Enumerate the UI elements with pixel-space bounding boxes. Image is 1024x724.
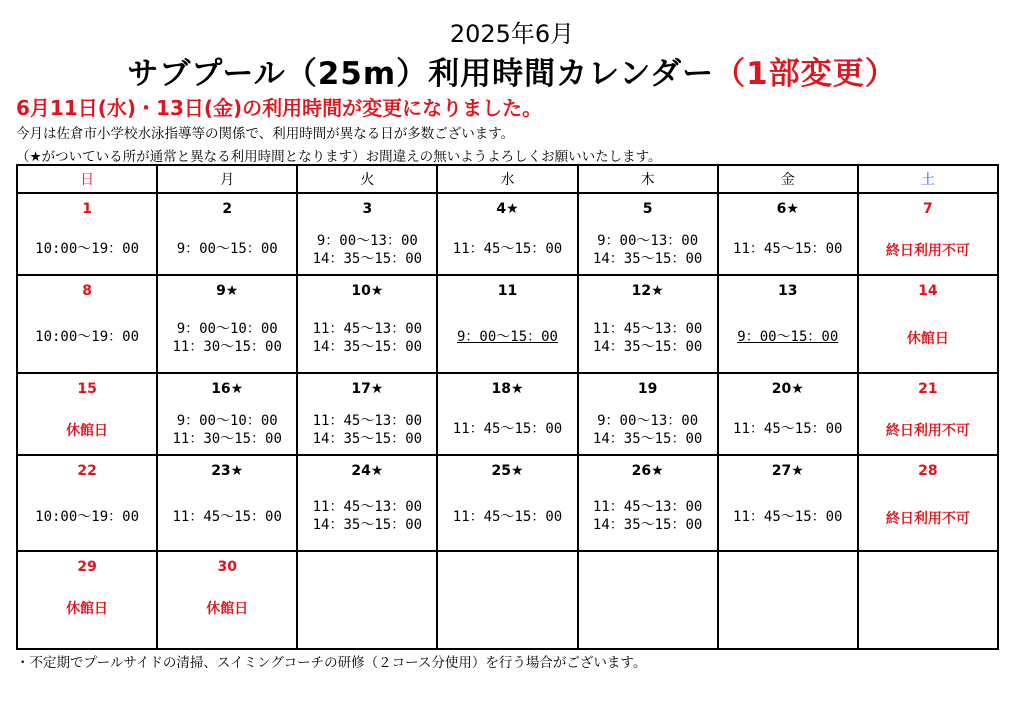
time-slot: 14：35～15：00 xyxy=(592,251,703,267)
day-cell xyxy=(718,275,858,373)
closed-status: 休館日 xyxy=(66,423,109,439)
day-number: 1 xyxy=(82,201,92,217)
day-number: 19 xyxy=(637,381,658,397)
title-change-note: （1部変更） xyxy=(714,56,897,92)
day-cell xyxy=(578,373,718,455)
day-number: 3 xyxy=(362,201,373,217)
time-slots xyxy=(438,420,576,438)
day-number: 25★ xyxy=(491,463,524,479)
time-slots xyxy=(158,320,296,356)
time-slot: 11：45～15：00 xyxy=(452,509,563,525)
week-row xyxy=(17,193,998,275)
day-cell xyxy=(437,373,577,455)
time-slot: 14：35～15：00 xyxy=(312,431,423,447)
weekday-wed: 水 xyxy=(437,165,577,193)
change-notice: 6月11日(水)・13日(金)の利用時間が変更になりました。 xyxy=(16,96,543,120)
time-slot: 9：00～15：00 xyxy=(456,329,558,345)
day-cell xyxy=(297,551,437,649)
weekday-sat: 土 xyxy=(858,165,998,193)
closed-status: 終日利用不可 xyxy=(885,243,970,259)
time-slot: 11：45～13：00 xyxy=(592,321,703,337)
weekday-mon: 月 xyxy=(157,165,297,193)
day-number: 26★ xyxy=(631,463,664,479)
day-number: 27★ xyxy=(771,463,804,479)
time-slot: 9：00～13：00 xyxy=(597,233,699,249)
day-cell xyxy=(157,455,297,551)
time-slot: 11：45～15：00 xyxy=(733,241,843,257)
time-slot: 10:00～19：00 xyxy=(35,329,139,345)
day-cell xyxy=(718,373,858,455)
time-slots xyxy=(298,320,436,356)
day-number: 28 xyxy=(918,463,938,479)
time-slot: 9：00～15：00 xyxy=(737,329,839,345)
weekday-sun: 日 xyxy=(17,165,157,193)
weekday-tue: 火 xyxy=(297,165,437,193)
day-number: 2 xyxy=(222,201,233,217)
time-slot: 10:00～19：00 xyxy=(35,509,139,525)
day-number: 6★ xyxy=(776,201,799,217)
closed-status: 休館日 xyxy=(66,601,109,617)
day-cell xyxy=(157,373,297,455)
day-number: 30 xyxy=(217,559,237,575)
time-slot: 11：45～15：00 xyxy=(733,509,843,525)
day-cell xyxy=(297,373,437,455)
time-slots xyxy=(579,232,717,268)
day-cell xyxy=(858,455,998,551)
day-cell xyxy=(297,455,437,551)
day-number: 24★ xyxy=(351,463,384,479)
time-slot: 14：35～15：00 xyxy=(312,517,423,533)
footer-note: ・不定期でプールサイドの清掃、スイミングコーチの研修（２コース分使用）を行う場合がございます。 xyxy=(16,655,647,671)
time-slots xyxy=(438,508,576,526)
time-slot: 9：00～10：00 xyxy=(176,413,278,429)
day-cell xyxy=(718,551,858,649)
day-cell xyxy=(17,455,157,551)
time-slot: 11：45～15：00 xyxy=(733,421,843,437)
day-number: 29 xyxy=(77,559,97,575)
time-slot: 11：45～15：00 xyxy=(452,241,563,257)
day-number: 4★ xyxy=(496,201,519,217)
day-number: 16★ xyxy=(211,381,244,397)
closed-status: 休館日 xyxy=(906,331,949,347)
time-slots xyxy=(18,328,156,346)
closed-status: 終日利用不可 xyxy=(885,423,970,439)
day-cell xyxy=(437,275,577,373)
day-number: 20★ xyxy=(771,381,804,397)
day-number: 22 xyxy=(77,463,97,479)
time-slots xyxy=(579,412,717,448)
day-cell xyxy=(578,455,718,551)
time-slot: 14：35～15：00 xyxy=(592,517,703,533)
week-row xyxy=(17,373,998,455)
day-number: 21 xyxy=(918,381,938,397)
time-slots xyxy=(438,328,576,346)
time-slots xyxy=(158,240,296,258)
time-slot: 14：35～15：00 xyxy=(592,431,703,447)
weekday-fri: 金 xyxy=(718,165,858,193)
weekday-thu: 木 xyxy=(578,165,718,193)
day-cell xyxy=(718,193,858,275)
day-number: 14 xyxy=(918,283,938,299)
time-slot: 9：00～13：00 xyxy=(316,233,418,249)
day-number: 7 xyxy=(923,201,933,217)
time-slot: 11：45～13：00 xyxy=(312,499,423,515)
day-number: 10★ xyxy=(351,283,384,299)
time-slot: 11：30～15：00 xyxy=(172,339,282,355)
day-number: 8 xyxy=(82,283,92,299)
time-slots xyxy=(579,320,717,356)
time-slot: 11：45～15：00 xyxy=(452,421,563,437)
time-slot: 14：35～15：00 xyxy=(592,339,703,355)
day-cell xyxy=(437,193,577,275)
day-number: 15 xyxy=(77,381,97,397)
time-slots xyxy=(18,240,156,258)
time-slots xyxy=(158,412,296,448)
time-slot: 14：35～15：00 xyxy=(312,251,423,267)
day-cell xyxy=(858,275,998,373)
time-slot: 14：35～15：00 xyxy=(312,339,423,355)
day-cell xyxy=(578,551,718,649)
day-number: 5 xyxy=(642,201,653,217)
time-slots xyxy=(158,508,296,526)
page-title xyxy=(0,48,1024,93)
time-slots xyxy=(719,240,857,258)
day-cell xyxy=(17,275,157,373)
day-cell xyxy=(437,551,577,649)
day-number: 23★ xyxy=(211,463,244,479)
day-number: 12★ xyxy=(631,283,664,299)
time-slot: 11：45～15：00 xyxy=(172,509,282,525)
day-cell xyxy=(297,193,437,275)
week-row xyxy=(17,275,998,373)
info-note-2: （★がついている所が通常と異なる利用時間となります）お間違えの無いようよろしくお願いいたします。 xyxy=(16,149,662,165)
time-slots xyxy=(298,498,436,534)
time-slots xyxy=(579,498,717,534)
day-cell xyxy=(157,193,297,275)
time-slot: 9：00～15：00 xyxy=(176,241,278,257)
day-cell xyxy=(578,275,718,373)
day-number: 18★ xyxy=(491,381,524,397)
day-number: 9★ xyxy=(216,283,239,299)
time-slots xyxy=(18,508,156,526)
day-cell xyxy=(858,551,998,649)
week-row xyxy=(17,551,998,649)
info-note-1: 今月は佐倉市小学校水泳指導等の関係で、利用時間が異なる日が多数ございます。 xyxy=(16,126,515,142)
time-slot: 11：45～13：00 xyxy=(312,413,423,429)
day-cell xyxy=(17,193,157,275)
time-slot: 11：45～13：00 xyxy=(592,499,703,515)
time-slots xyxy=(719,420,857,438)
day-cell xyxy=(157,551,297,649)
day-cell xyxy=(157,275,297,373)
time-slots xyxy=(438,240,576,258)
day-number: 13 xyxy=(778,283,798,299)
day-cell xyxy=(858,373,998,455)
day-cell xyxy=(578,193,718,275)
time-slots xyxy=(719,328,857,346)
time-slot: 11：45～13：00 xyxy=(312,321,423,337)
time-slot: 9：00～13：00 xyxy=(597,413,699,429)
day-number: 11 xyxy=(497,283,518,299)
time-slot: 11：30～15：00 xyxy=(172,431,282,447)
day-cell xyxy=(858,193,998,275)
weekday-header-row xyxy=(17,165,998,193)
day-cell xyxy=(17,551,157,649)
time-slots xyxy=(298,232,436,268)
time-slot: 10:00～19：00 xyxy=(35,241,139,257)
week-row xyxy=(17,455,998,551)
year-month: 2025年6月 xyxy=(449,20,575,48)
closed-status: 終日利用不可 xyxy=(885,511,970,527)
title-main: サブプール（25m）利用時間カレンダー xyxy=(127,56,715,92)
closed-status: 休館日 xyxy=(206,601,249,617)
calendar-table xyxy=(16,164,999,650)
day-cell xyxy=(17,373,157,455)
day-cell xyxy=(297,275,437,373)
day-number: 17★ xyxy=(351,381,384,397)
day-cell xyxy=(718,455,858,551)
time-slots xyxy=(298,412,436,448)
time-slot: 9：00～10：00 xyxy=(176,321,278,337)
day-cell xyxy=(437,455,577,551)
time-slots xyxy=(719,508,857,526)
